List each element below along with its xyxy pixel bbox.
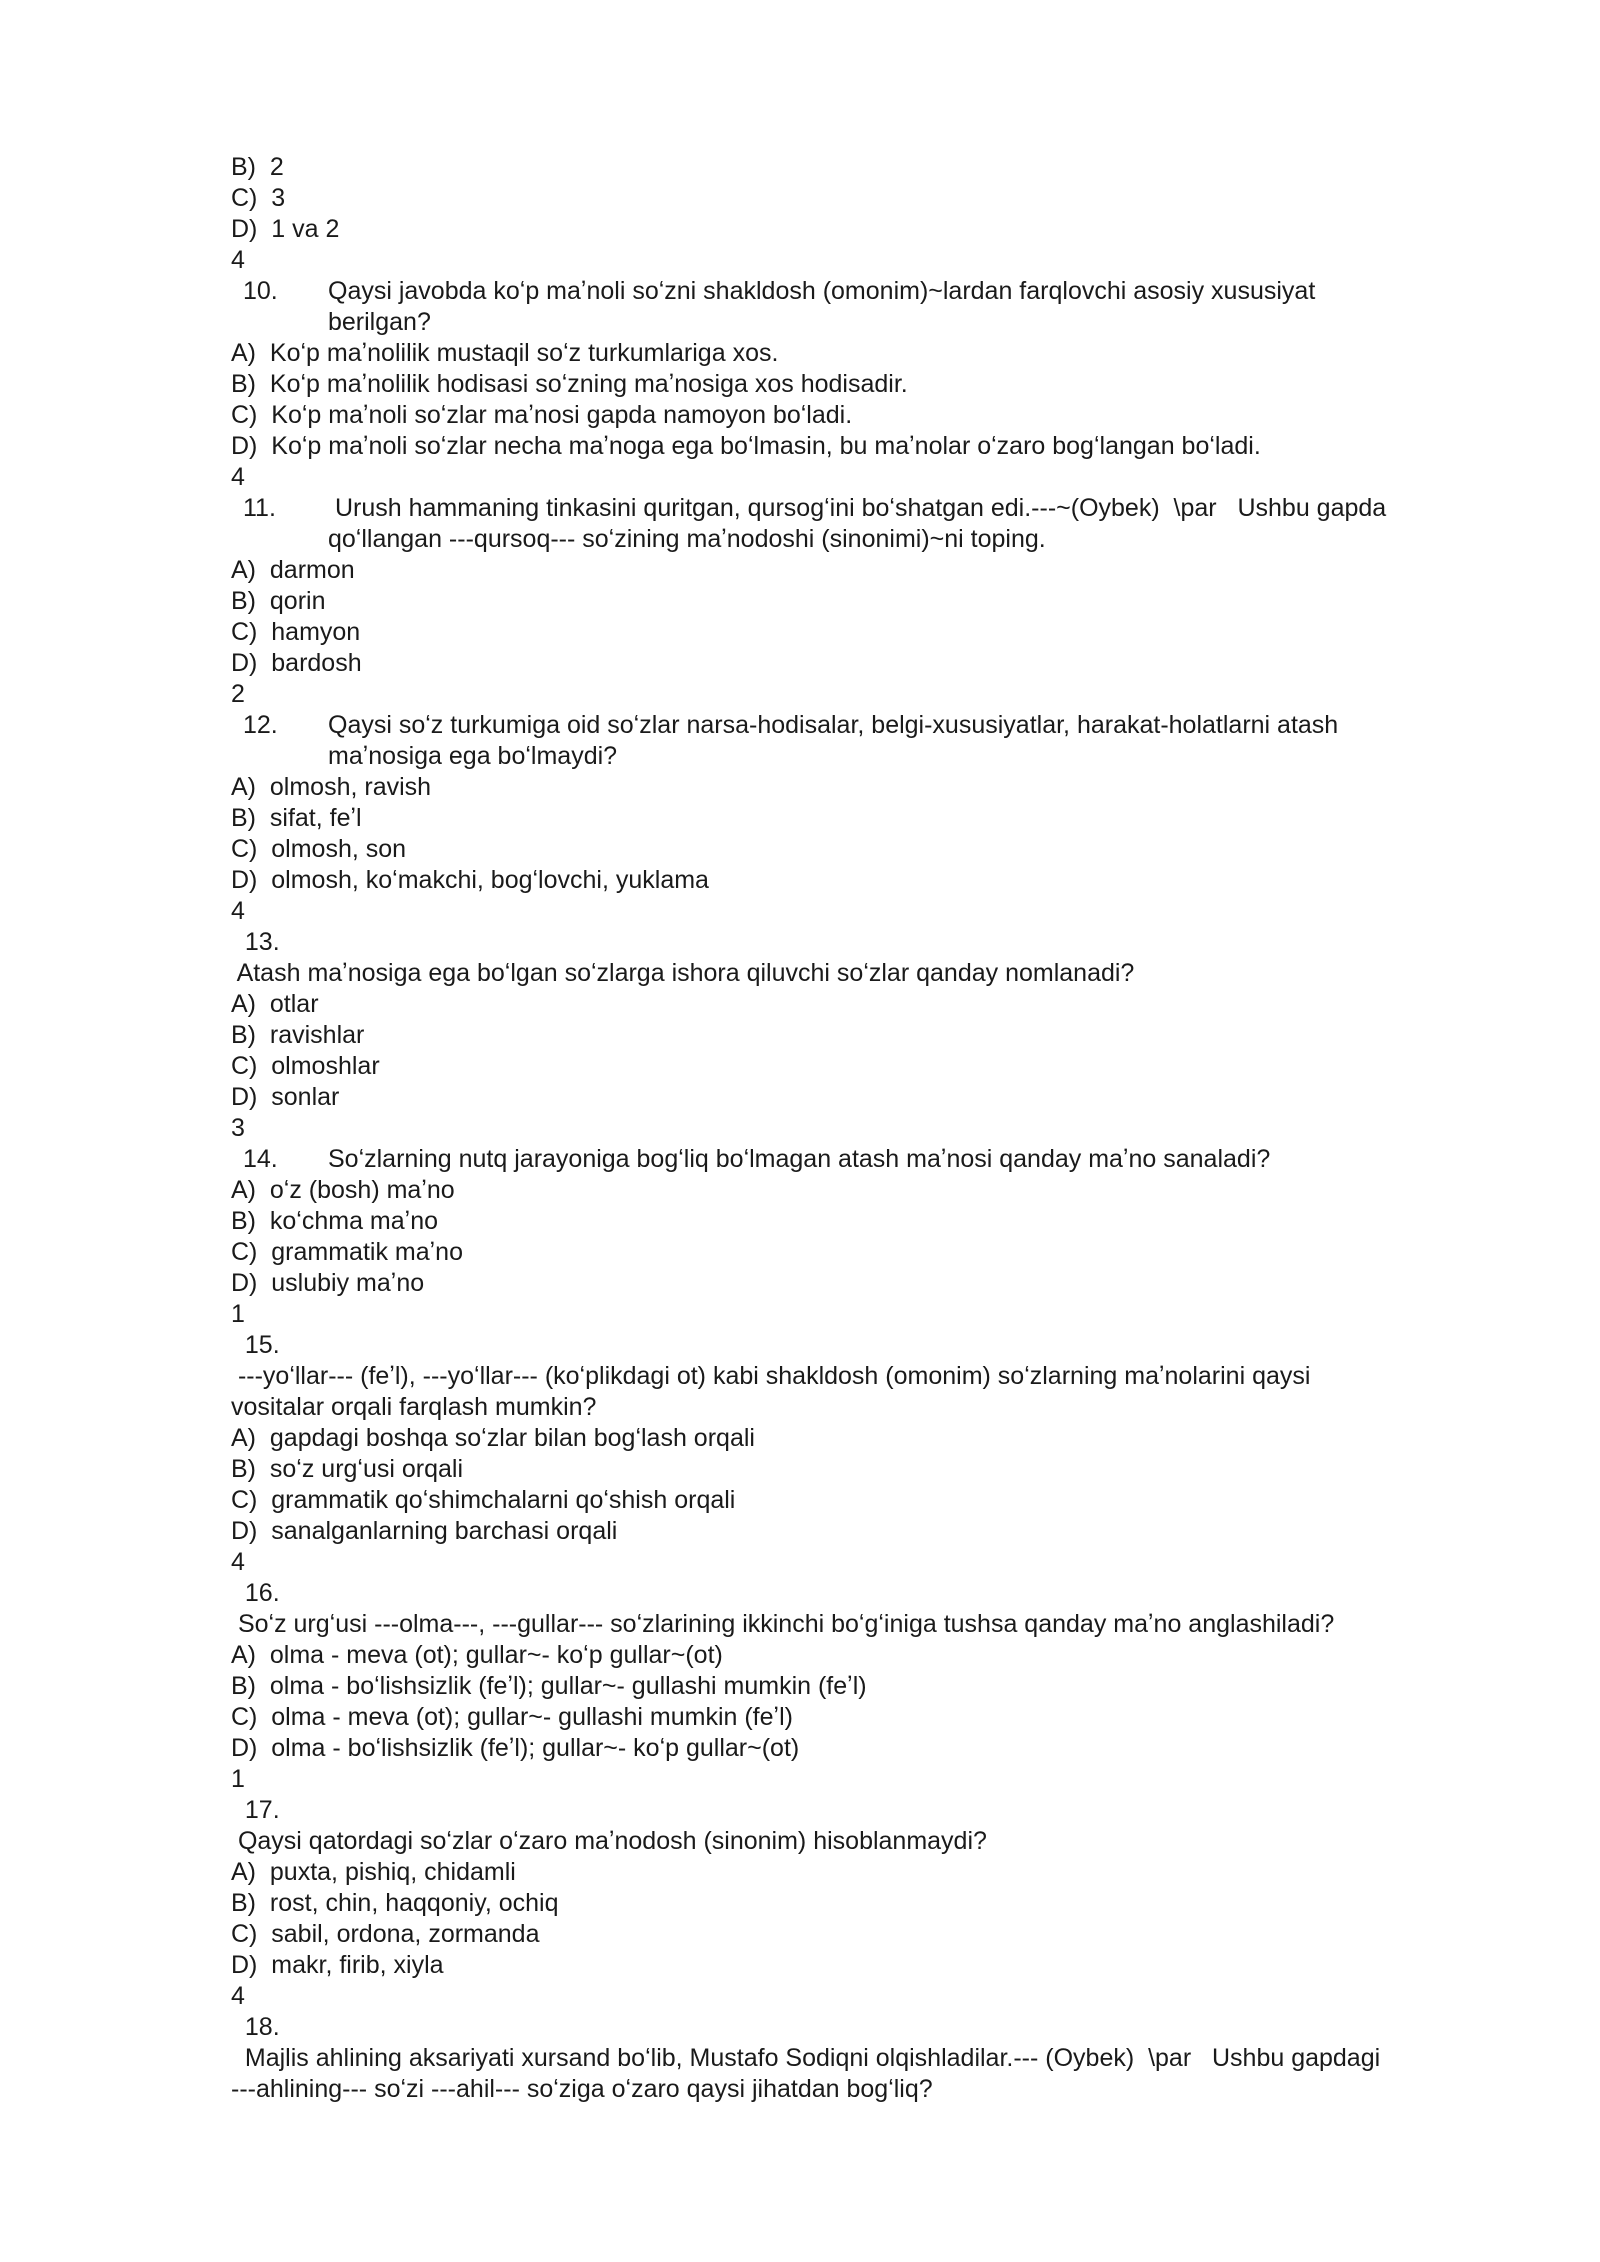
option-b: B) sifat, feʼl	[231, 804, 362, 832]
answer-key: 4	[231, 246, 245, 274]
option-b: B) qorin	[231, 587, 326, 615]
question-17	[231, 1795, 1521, 2012]
option-b: B) Koʻp maʼnolilik hodisasi soʻzning maʼnosiga xos hodisadir.	[231, 370, 908, 398]
question-number: 12.	[243, 711, 278, 739]
question-number: 10.	[243, 277, 278, 305]
option-d: D) olma - boʻlishsizlik (feʼl); gullar~- koʻp gullar~(ot)	[231, 1734, 800, 1762]
question-number: 13.	[231, 928, 280, 956]
document-page	[231, 152, 1521, 2105]
option-a: A) gapdagi boshqa soʻzlar bilan bogʻlash orqali	[231, 1424, 755, 1452]
question-text: Soʻzlarning nutq jarayoniga bogʻliq boʻlmagan atash maʼnosi qanday maʼno sanaladi?	[328, 1145, 1271, 1173]
option-b: B) koʻchma maʼno	[231, 1207, 439, 1235]
question-text: Urush hammaning tinkasini quritgan, qursogʻini boʻshatgan edi.---~(Oybek) \par Ushbu gapda	[328, 494, 1387, 522]
question-number: 17.	[231, 1796, 280, 1824]
option-d: D) olmosh, koʻmakchi, bogʻlovchi, yuklama	[231, 866, 709, 894]
question-16	[231, 1578, 1521, 1795]
option-b: B) rost, chin, haqqoniy, ochiq	[231, 1889, 559, 1917]
option-b: B) olma - boʻlishsizlik (feʼl); gullar~- gullashi mumkin (feʼl)	[231, 1672, 867, 1700]
option-c: C) grammatik maʼno	[231, 1238, 463, 1266]
option-c: C) olma - meva (ot); gullar~- gullashi mumkin (feʼl)	[231, 1703, 793, 1731]
question-11	[231, 493, 1521, 710]
option-b: B) 2	[231, 153, 284, 181]
question-number: 14.	[243, 1145, 278, 1173]
option-a: A) oʻz (bosh) maʼno	[231, 1176, 455, 1204]
option-c: C) olmoshlar	[231, 1052, 380, 1080]
question-number: 18.	[231, 2013, 280, 2041]
question-number: 16.	[231, 1579, 280, 1607]
option-d: D) Koʻp maʼnoli soʻzlar necha maʼnoga ega boʻlmasin, bu maʼnolar oʻzaro bogʻlangan boʻladi.	[231, 432, 1261, 460]
option-a: A) otlar	[231, 990, 319, 1018]
question-text-cont: qoʻllangan ---qursoq--- soʻzining maʼnodoshi (sinonimi)~ni toping.	[328, 525, 1046, 553]
question-text-cont: maʼnosiga ega boʻlmaydi?	[328, 742, 618, 770]
question-text: Majlis ahlining aksariyati xursand boʻlib, Mustafo Sodiqni olqishladilar.--- (Oybek) \par Ushbu gapdagi	[231, 2044, 1381, 2072]
question-10	[231, 276, 1521, 493]
answer-key: 3	[231, 1114, 245, 1142]
question-number: 11.	[243, 494, 276, 522]
question-number: 15.	[231, 1331, 280, 1359]
option-a: A) darmon	[231, 556, 355, 584]
question-text: Qaysi soʻz turkumiga oid soʻzlar narsa-hodisalar, belgi-xususiyatlar, harakat-holatlarni atash	[328, 711, 1339, 739]
answer-key: 4	[231, 1982, 245, 2010]
option-c: C) Koʻp maʼnoli soʻzlar maʼnosi gapda namoyon boʻladi.	[231, 401, 853, 429]
option-a: A) olma - meva (ot); gullar~- koʻp gullar~(ot)	[231, 1641, 723, 1669]
option-c: C) olmosh, son	[231, 835, 407, 863]
question-text: Soʻz urgʻusi ---olma---, ---gullar--- soʻzlarining ikkinchi boʻgʻiniga tushsa qanday maʼno anglashiladi?	[231, 1610, 1335, 1638]
question-text-cont: ---ahlining--- soʻzi ---ahil--- soʻziga oʻzaro qaysi jihatdan bogʻliq?	[231, 2075, 933, 2103]
question-18	[231, 2012, 1521, 2105]
question-text-cont: vositalar orqali farqlash mumkin?	[231, 1393, 597, 1421]
question-15	[231, 1330, 1521, 1578]
answer-key: 1	[231, 1300, 245, 1328]
answer-key: 1	[231, 1765, 245, 1793]
option-c: C) grammatik qoʻshimchalarni qoʻshish orqali	[231, 1486, 736, 1514]
option-b: B) soʻz urgʻusi orqali	[231, 1455, 464, 1483]
option-d: D) sonlar	[231, 1083, 340, 1111]
option-c: C) 3	[231, 184, 286, 212]
option-a: A) olmosh, ravish	[231, 773, 432, 801]
option-d: D) sanalganlarning barchasi orqali	[231, 1517, 618, 1545]
answer-key: 2	[231, 680, 245, 708]
question-text: Atash maʼnosiga ega boʻlgan soʻzlarga ishora qiluvchi soʻzlar qanday nomlanadi?	[231, 959, 1135, 987]
option-d: D) bardosh	[231, 649, 362, 677]
question-9-tail	[231, 152, 1521, 276]
option-a: A) Koʻp maʼnolilik mustaqil soʻz turkumlariga xos.	[231, 339, 779, 367]
question-13	[231, 927, 1521, 1144]
option-c: C) sabil, ordona, zormanda	[231, 1920, 540, 1948]
question-text: Qaysi qatordagi soʻzlar oʻzaro maʼnodosh (sinonim) hisoblanmaydi?	[231, 1827, 987, 1855]
option-d: D) 1 va 2	[231, 215, 340, 243]
answer-key: 4	[231, 463, 245, 491]
option-a: A) puxta, pishiq, chidamli	[231, 1858, 516, 1886]
option-d: D) uslubiy maʼno	[231, 1269, 425, 1297]
option-c: C) hamyon	[231, 618, 361, 646]
answer-key: 4	[231, 897, 245, 925]
option-b: B) ravishlar	[231, 1021, 365, 1049]
question-12	[231, 710, 1521, 927]
question-text-cont: berilgan?	[328, 308, 431, 336]
question-14	[231, 1144, 1521, 1330]
option-d: D) makr, firib, xiyla	[231, 1951, 444, 1979]
answer-key: 4	[231, 1548, 245, 1576]
question-text: Qaysi javobda koʻp maʼnoli soʻzni shakldosh (omonim)~lardan farqlovchi asosiy xususiyat	[328, 277, 1316, 305]
question-text: ---yoʻllar--- (feʼl), ---yoʻllar--- (koʻplikdagi ot) kabi shakldosh (omonim) soʻzlarning maʼnolarini qaysi	[231, 1362, 1311, 1390]
